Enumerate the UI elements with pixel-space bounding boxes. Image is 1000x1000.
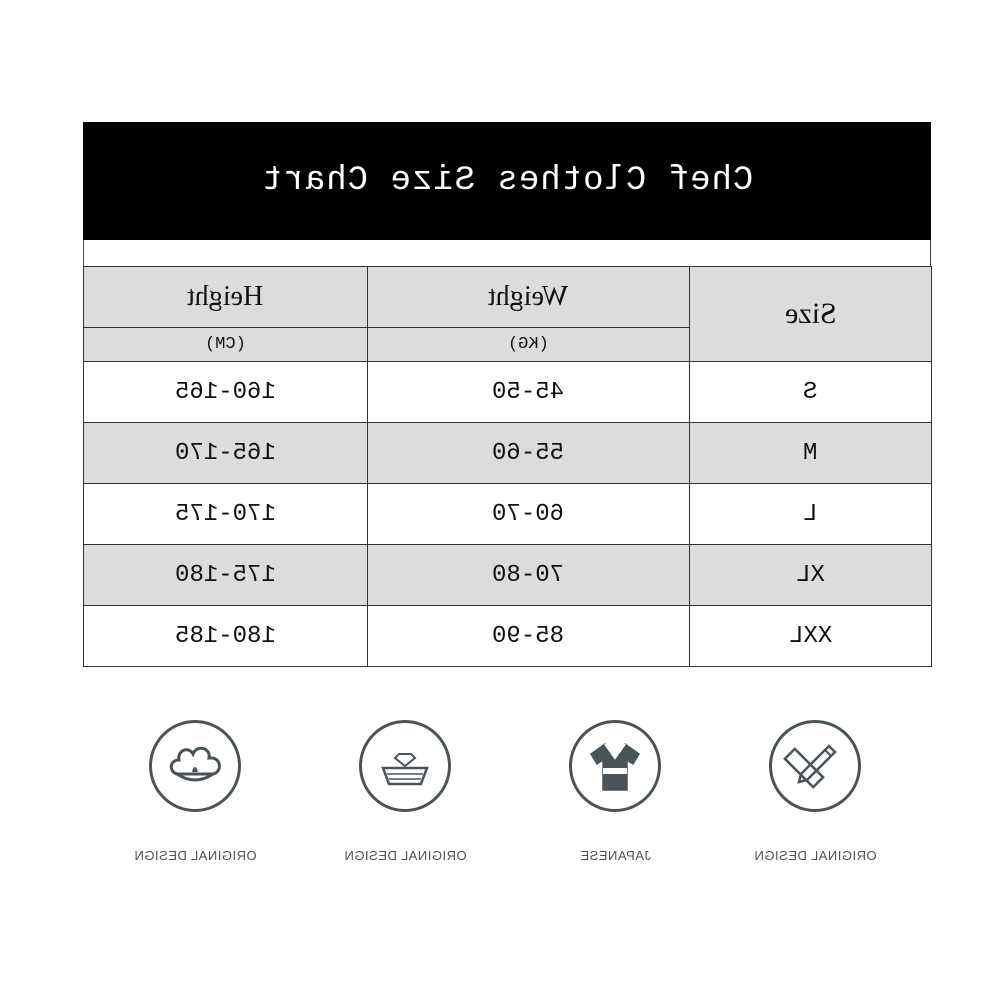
table-row bbox=[84, 423, 932, 484]
kimono-icon bbox=[569, 720, 661, 812]
size-cell: M bbox=[690, 423, 932, 484]
chart-title-bar bbox=[83, 122, 931, 240]
cotton-icon bbox=[149, 720, 241, 812]
feature-icons bbox=[105, 720, 925, 880]
feature-ruler-pencil bbox=[725, 720, 905, 863]
feature-label: ORIGINAL DESIGN bbox=[753, 848, 877, 863]
table-row bbox=[84, 545, 932, 606]
height-cell: 180-185 bbox=[84, 606, 368, 667]
size-cell: XXL bbox=[690, 606, 932, 667]
size-cell: L bbox=[690, 484, 932, 545]
height-cell: 165-170 bbox=[84, 423, 368, 484]
weight-cell: 70-80 bbox=[368, 545, 690, 606]
height-cell: 170-175 bbox=[84, 484, 368, 545]
size-cell: XL bbox=[690, 545, 932, 606]
feature-label: ORIGINAL DESIGN bbox=[133, 848, 257, 863]
table-row bbox=[84, 484, 932, 545]
weight-cell: 60-70 bbox=[368, 484, 690, 545]
feature-label: ORIGINAL DESIGN bbox=[343, 848, 467, 863]
height-cell: 160-165 bbox=[84, 362, 368, 423]
header-size: Size bbox=[690, 267, 932, 362]
height-cell: 175-180 bbox=[84, 545, 368, 606]
header-weight-unit: (KG) bbox=[368, 328, 690, 362]
weight-cell: 85-90 bbox=[368, 606, 690, 667]
feature-fabric bbox=[315, 720, 495, 863]
size-cell: S bbox=[690, 362, 932, 423]
table-row bbox=[84, 606, 932, 667]
header-height-unit: (CM) bbox=[84, 328, 368, 362]
ruler-pencil-icon bbox=[769, 720, 861, 812]
header-height: Height bbox=[84, 267, 368, 328]
size-chart bbox=[83, 122, 931, 667]
weight-cell: 55-60 bbox=[368, 423, 690, 484]
feature-label: JAPANESE bbox=[579, 848, 651, 863]
table-row bbox=[84, 362, 932, 423]
spacer-row bbox=[83, 240, 931, 266]
feature-kimono bbox=[525, 720, 705, 863]
header-weight: Weight bbox=[368, 267, 690, 328]
fabric-icon bbox=[359, 720, 451, 812]
feature-cotton bbox=[105, 720, 285, 863]
chart-title: Chef Clothes Size Chart bbox=[260, 162, 754, 200]
weight-cell: 45-50 bbox=[368, 362, 690, 423]
size-table bbox=[83, 266, 932, 667]
